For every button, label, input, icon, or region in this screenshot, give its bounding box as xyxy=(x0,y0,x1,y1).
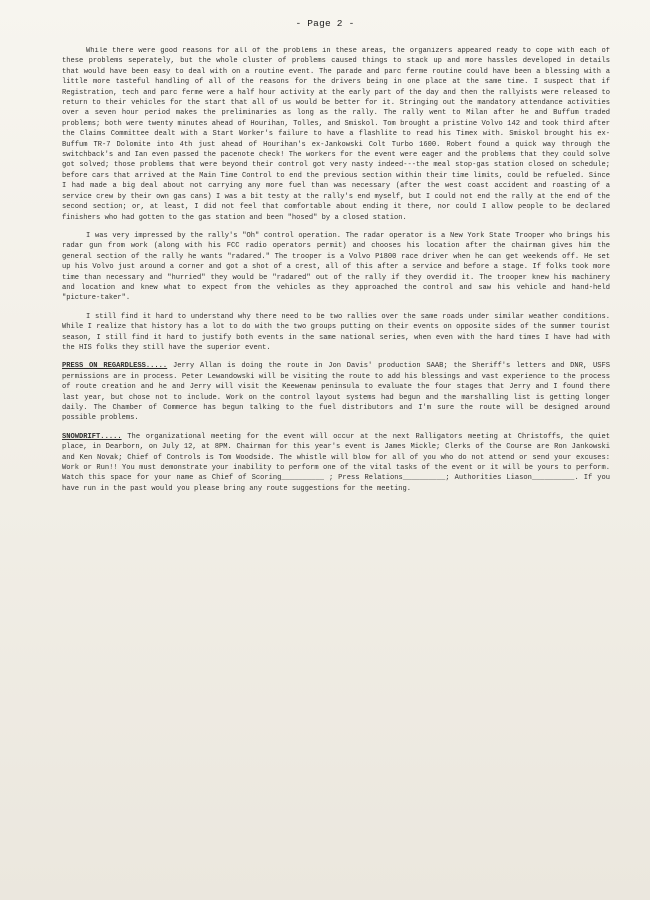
section-heading: PRESS ON REGARDLESS..... xyxy=(62,362,168,371)
section-press-on-regardless xyxy=(62,361,610,423)
paragraph-text: While there were good reasons for all of the problems in these areas, the organizers appeared ready to cope with each of these problems seperately, but the whole cluster of problems caused things to stack up and more hassles developed in details that would have been easy to deal with on a routine event. The parade and parc ferme routine could have been a blessing with a little more tasteful handling of all of the reasons for the drivers being in one place at the same time. I suspect that if Registration, tech and parc ferme were a half hour activity at the early part of the day and then the rallyists were released to return to their vehicles for the start that all of us would be better for it. Stringing out the mandatory attendance activities over a seven hour period makes the preliminaries as long as the rally. The rally went to Milan after he and Buffum traded problems; both were twenty minutes ahead of Hourihan, Tolles, and Smiskol. Tom brought a pristine Volvo 142 and took third after the Claims Committee dealt with a Start Worker's failure to have a flashlite to read his Timex with. Smiskol brought his ex-Buffum TR-7 Dolomite into 4th just ahead of Hourihan's ex-Jankowski Colt Turbo 1600. Robert found a quick way through the switchback's and Ian even passed the pacenote check! The workers for the event were eager and the problems that they could solve got solved; those problems that were beyond their control got very nasty indeed---the meal stop-gas station closed on schedule; before cars that arrived at the Main Time Control to end the previous section within their time limits, could be refueled. Since I had made a big deal about not carrying any more fuel than was necessary (after the west coast accident and roasting of a service crew by their own gas cans) I was a bit testy at the rally's end myself, but I could not end the rally at the end of the second section; or, at least, I did not feel that comfortable about ending it there, nor could I allow people to be declared finishers who had gotten to the gas station and been "hosed" by a closed station. xyxy=(62,47,610,222)
paragraph-text: I still find it hard to understand why there need to be two rallies over the same roads under similar weather conditions. While I realize that history has a lot to do with the two groups putting on their events on opposite sides of the summer tourist season, I still find it hard to justify both events in the same national series, when even with the hard times I have had with the HIS folks they still have the superior event. xyxy=(62,312,610,352)
section-text: The organizational meeting for the event will occur at the next Ralligators meeting at Christoffs, the quiet place, in Dearborn, on July 12, at 8PM. Chairman for this year's event is James Mickle; Clerks of the Course are Ron Jankowski and Ken Novak; Chief of Controls is Tom Woodside. The whistle will blow for all of you who do not attend or send your excuses: Work or Run!! You must demonstrate your inability to perform one of the vital tasks of the event or it will be yours to perform. Watch this space for your name as Chief of Scoring__________ ; Press Relations__________; Authorities Liason__________. If you have run in the past would you please bring any route suggestions for the meeting. xyxy=(62,432,610,493)
section-heading: SNOWDRIFT..... xyxy=(62,432,122,441)
page-number-header: - Page 2 - xyxy=(295,18,355,29)
section-text: Jerry Allan is doing the route in Jon Davis' production SAAB; the Sheriff's letters and DNR, USFS permissions are in process. Peter Lewandowski will be visiting the route to add his blessings and vast experience to the process of route creation and he and Jerry will visit the Keewenaw peninsula to evaluate the four stages that Jerry and I found there last year, but chose not to include. Work on the control layout systems had begun and the marshalling list is getting longer daily. The Chamber of Commerce has begun talking to the fuel distributors and I'm sure the route will be designed around possible problems. xyxy=(62,362,610,423)
section-snowdrift xyxy=(62,432,610,494)
paragraph-two-rallies xyxy=(62,312,610,354)
document-body xyxy=(62,46,610,502)
paragraph-text: I was very impressed by the rally's "Oh" control operation. The radar operator is a New York State Trooper who brings his radar gun from work (along with his FCC radio operators permit) and chooses his location after the chairman gives him the general section of the rally he wants "radared." The trooper is a Volvo P1800 race driver when he can get weekends off. He set up his Volvo just around a corner and got a shot of a crest, all of this after a service and before a stage. If folks took more time than necessary and "hurried" they would be "radared" out of the rally if they overdid it. The trooper knew his machinery and location and knew what to expect from the vehicles as they approached the control and saw his vehicle and hand-held "picture-taker". xyxy=(62,231,610,303)
paragraph-organizer-problems xyxy=(62,46,610,223)
paragraph-radar-control xyxy=(62,231,610,304)
